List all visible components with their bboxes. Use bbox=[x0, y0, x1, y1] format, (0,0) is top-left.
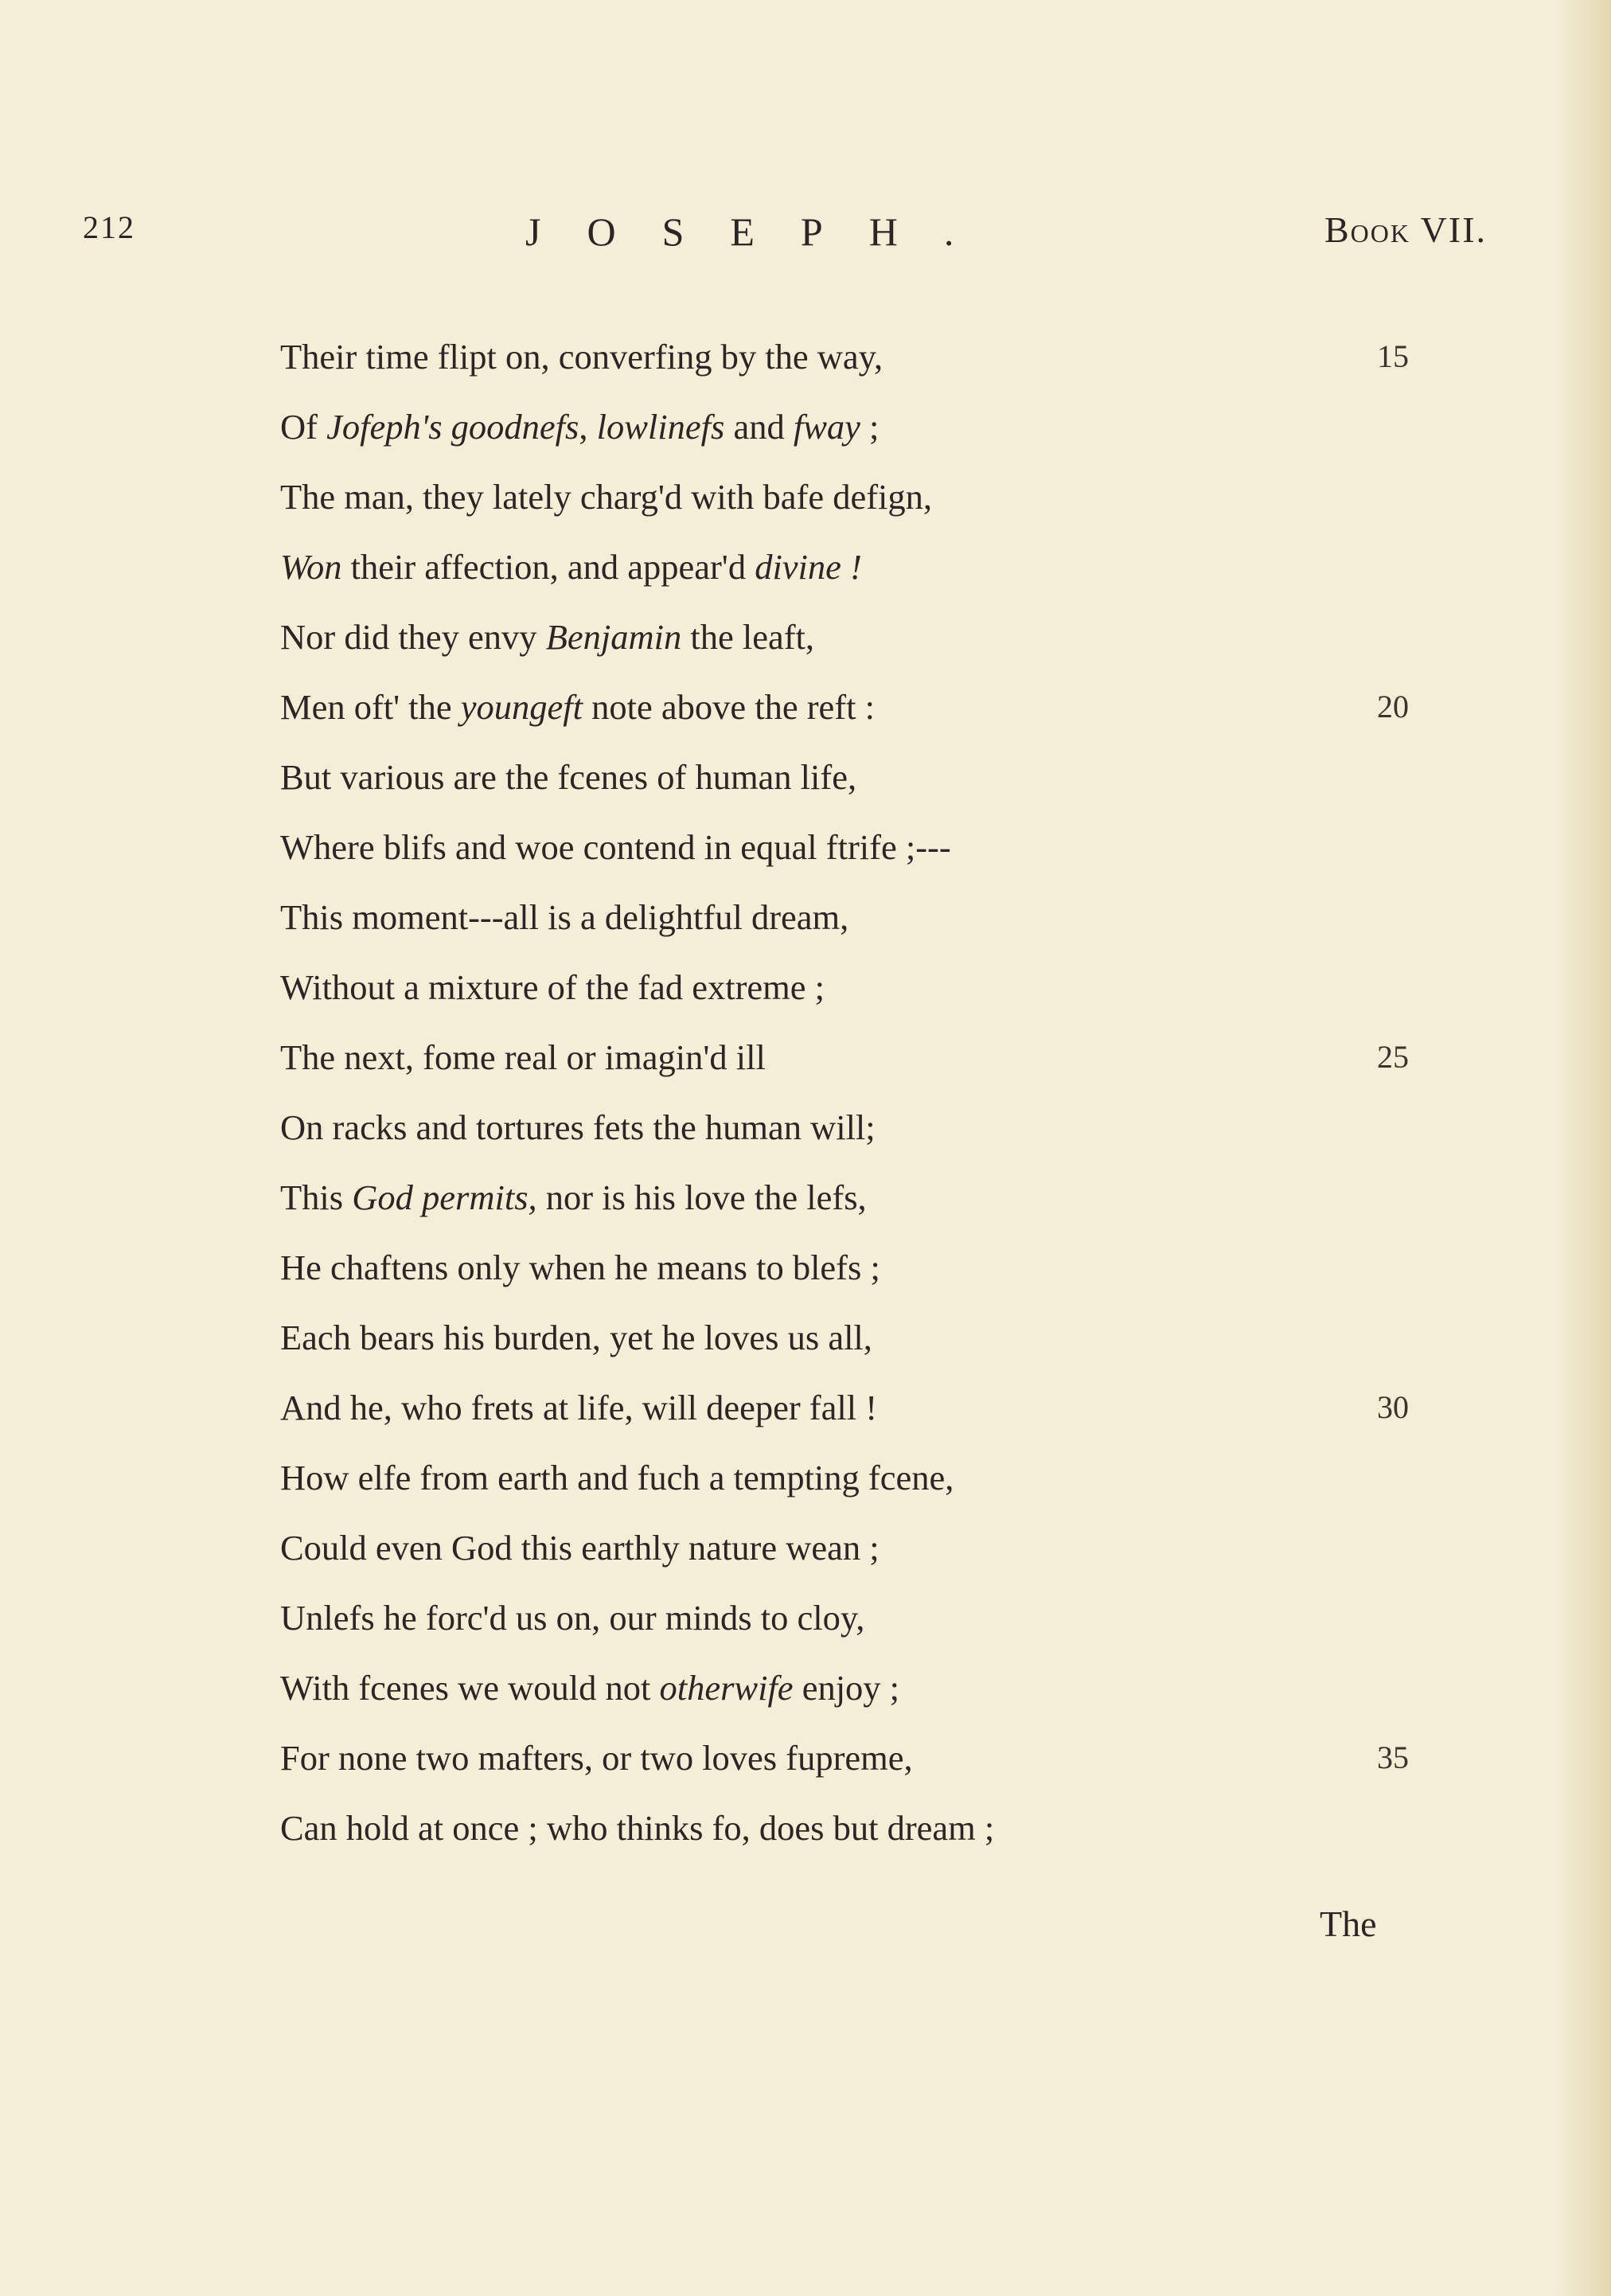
verse-text bbox=[280, 1458, 954, 1497]
verse-segment: The man, they lately charg'd with bafe defign, bbox=[280, 477, 933, 517]
verse-segment: nor is his love the lefs, bbox=[536, 1177, 867, 1217]
verse-line bbox=[280, 812, 1570, 882]
verse-text bbox=[280, 1107, 876, 1147]
verse-line bbox=[280, 322, 1570, 392]
verse-italic-segment: lowlinefs bbox=[596, 407, 725, 447]
verse-segment: ; bbox=[860, 407, 880, 447]
verse-text bbox=[280, 827, 951, 867]
verse-text bbox=[280, 897, 848, 937]
book-label: Book VII. bbox=[1324, 209, 1488, 250]
verse-segment: With fcenes we would not bbox=[280, 1668, 660, 1708]
verse-line bbox=[280, 602, 1570, 672]
line-number: 20 bbox=[1377, 689, 1409, 724]
verse-text bbox=[280, 1318, 872, 1357]
line-number: 25 bbox=[1377, 1039, 1409, 1075]
verse-text bbox=[280, 1528, 880, 1568]
verse-line bbox=[280, 952, 1570, 1022]
page-number: 212 bbox=[83, 209, 135, 245]
verse-italic-segment: divine ! bbox=[755, 547, 862, 587]
verse-segment: On racks and tortures fets the human will; bbox=[280, 1107, 876, 1147]
verse-line bbox=[280, 882, 1570, 952]
verse-text bbox=[280, 1808, 994, 1848]
verse-text bbox=[280, 1668, 899, 1708]
verse-line bbox=[280, 1373, 1570, 1443]
verse-segment: their affection, and appear'd bbox=[341, 547, 755, 587]
verse-italic-segment: fway bbox=[793, 407, 860, 447]
verse-segment: But various are the fcenes of human life, bbox=[280, 757, 857, 797]
verse-segment: Could even God this earthly nature wean ; bbox=[280, 1528, 880, 1568]
verse-text bbox=[280, 687, 875, 727]
verse-segment: Nor did they envy bbox=[280, 617, 546, 657]
verse-segment: He chaftens only when he means to blefs ; bbox=[280, 1248, 880, 1287]
verse-segment: the leaft, bbox=[681, 617, 815, 657]
verse-segment: Each bears his burden, yet he loves us all, bbox=[280, 1318, 872, 1357]
verse-segment: Where blifs and woe contend in equal ftrife ;--- bbox=[280, 827, 951, 867]
verse-text bbox=[280, 1388, 877, 1427]
verse-line bbox=[280, 1232, 1570, 1302]
verse-italic-segment: God permits, bbox=[352, 1177, 537, 1217]
verse-line bbox=[280, 1443, 1570, 1513]
verse-segment: This bbox=[280, 1177, 353, 1217]
verse-text bbox=[280, 757, 856, 797]
verse-segment: Of bbox=[280, 407, 327, 447]
running-header bbox=[0, 209, 1611, 272]
verse-text bbox=[280, 617, 814, 657]
verse-text bbox=[280, 1177, 867, 1217]
verse-segment: For none two mafters, or two loves fupreme, bbox=[280, 1738, 913, 1778]
verse-line bbox=[280, 1653, 1570, 1723]
verse-italic-segment: Benjamin bbox=[545, 617, 682, 657]
verse-text bbox=[280, 1037, 766, 1077]
verse-line bbox=[280, 742, 1570, 812]
running-title: JOSEPH. bbox=[525, 209, 1001, 254]
verse-text bbox=[280, 1598, 864, 1638]
verse-line bbox=[280, 1022, 1570, 1092]
verse-text bbox=[280, 1738, 913, 1778]
catchword: The bbox=[1320, 1904, 1377, 1944]
verse-line bbox=[280, 1583, 1570, 1653]
verse-segment: Their time flipt on, converfing by the way, bbox=[280, 337, 884, 377]
verse-segment: And he, who frets at life, will deeper fall ! bbox=[280, 1388, 878, 1427]
verse-text bbox=[280, 967, 825, 1007]
verse-segment: note above the reft : bbox=[583, 687, 875, 727]
verse-text bbox=[280, 547, 862, 587]
verse-text bbox=[280, 1248, 880, 1287]
line-number: 15 bbox=[1377, 338, 1409, 374]
verse-italic-segment: youngeft bbox=[460, 687, 583, 727]
verse-text bbox=[280, 337, 883, 377]
verse-italic-segment: Won bbox=[280, 547, 342, 587]
line-number: 35 bbox=[1377, 1740, 1409, 1775]
verse-segment: Can hold at once ; who thinks fo, does but dream ; bbox=[280, 1808, 995, 1848]
verse-line bbox=[280, 462, 1570, 532]
verse-segment: and bbox=[724, 407, 794, 447]
verse-segment: How elfe from earth and fuch a tempting fcene, bbox=[280, 1458, 954, 1497]
verse-text bbox=[280, 407, 879, 447]
verse-line bbox=[280, 1793, 1570, 1863]
verse-line bbox=[280, 1302, 1570, 1373]
line-number: 30 bbox=[1377, 1389, 1409, 1425]
verse-segment: Without a mixture of the fad extreme ; bbox=[280, 967, 825, 1007]
verse-segment: Unlefs he forc'd us on, our minds to cloy, bbox=[280, 1598, 865, 1638]
verse-italic-segment: otherwife bbox=[659, 1668, 794, 1708]
verse-line bbox=[280, 672, 1570, 742]
poem-body bbox=[280, 322, 1570, 1863]
verse-segment: The next, fome real or imagin'd ill bbox=[280, 1037, 766, 1077]
verse-segment: This moment---all is a delightful dream, bbox=[280, 897, 849, 937]
verse-line bbox=[280, 1513, 1570, 1583]
verse-line bbox=[280, 1162, 1570, 1232]
verse-segment: , bbox=[579, 407, 597, 447]
verse-line bbox=[280, 392, 1570, 462]
verse-line bbox=[280, 1723, 1570, 1793]
verse-segment: enjoy ; bbox=[793, 1668, 900, 1708]
verse-italic-segment: Jofeph's goodnefs bbox=[326, 407, 579, 447]
verse-text bbox=[280, 477, 932, 517]
verse-segment: Men oft' the bbox=[280, 687, 461, 727]
verse-line bbox=[280, 1092, 1570, 1162]
verse-line bbox=[280, 532, 1570, 602]
